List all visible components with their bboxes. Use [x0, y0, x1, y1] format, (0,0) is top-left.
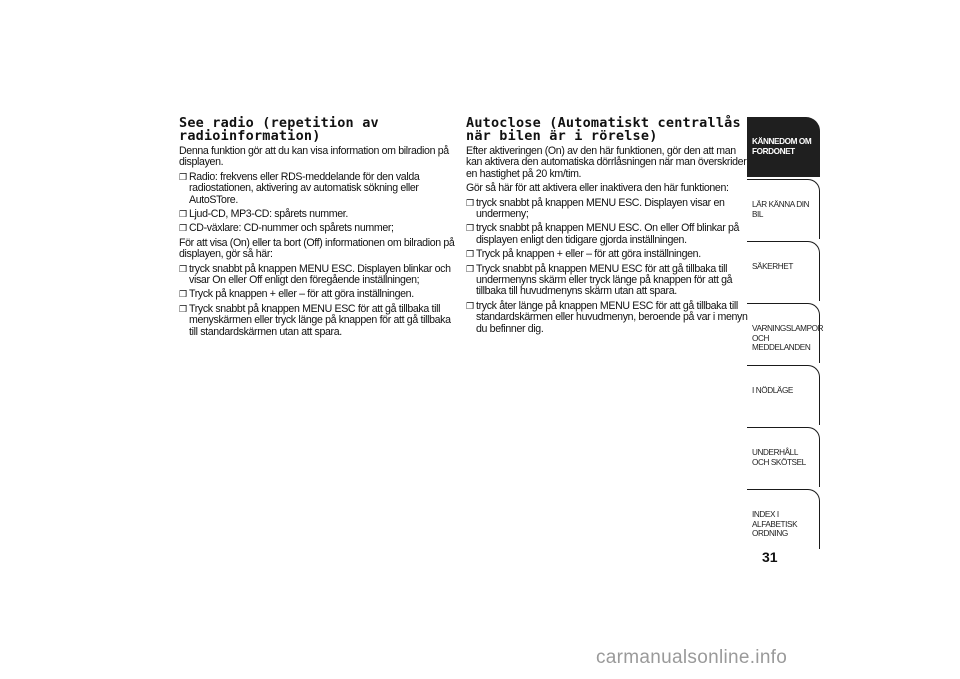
tab-kannedom-om-fordonet[interactable]: KÄNNEDOM OM FORDONET [747, 117, 820, 177]
checkbox-bullet-icon: ❒ [466, 263, 474, 274]
list-item: ❒ Tryck på knappen + eller – för att göra inställningen. [179, 288, 414, 301]
list-item: ❒ CD-växlare: CD-nummer och spårets nummer; [179, 222, 394, 235]
tab-underhall-och-skotsel[interactable]: UNDERHÅLL OCH SKÖTSEL [747, 427, 820, 487]
checkbox-bullet-icon: ❒ [466, 197, 474, 208]
tab-varningslampor[interactable]: VARNINGSLAMPOR OCH MEDDELANDEN [747, 303, 820, 363]
checkbox-bullet-icon: ❒ [179, 171, 187, 182]
checkbox-bullet-icon: ❒ [466, 300, 474, 311]
list-item: ❒ tryck snabbt på knappen MENU ESC. Displayen visar en undermeny; [466, 196, 725, 221]
paragraph: Gör så här för att aktivera eller inaktivera den här funktionen: [466, 182, 729, 195]
checkbox-bullet-icon: ❒ [466, 223, 474, 234]
list-item: ❒ tryck åter länge på knappen MENU ESC för att gå tillbaka till standardskärmen eller huvudmenyn, beroende på var i menyn du befinner dig. [466, 299, 748, 335]
checkbox-bullet-icon: ❒ [179, 289, 187, 300]
list-item: ❒ Ljud-CD, MP3-CD: spårets nummer. [179, 208, 348, 221]
bullet-list [466, 198, 748, 335]
list-item: ❒ tryck snabbt på knappen MENU ESC. Displayen blinkar och visar On eller Off enligt den föregående inställningen; [179, 262, 451, 287]
checkbox-bullet-icon: ❒ [179, 303, 187, 314]
list-item: ❒ Tryck snabbt på knappen MENU ESC för att gå tillbaka till undermenyns skärm eller tryck länge på knappen för att gå tillbaka till huvudmenyns skärm utan att spara. [466, 262, 733, 298]
checkbox-bullet-icon: ❒ [466, 249, 474, 260]
checkbox-bullet-icon: ❒ [179, 263, 187, 274]
list-item: ❒ tryck snabbt på knappen MENU ESC. On eller Off blinkar på displayen enligt den tidigare gjorda inställningen. [466, 222, 740, 246]
list-item: ❒ Tryck snabbt på knappen MENU ESC för att gå tillbaka till menyskärmen eller tryck länge på knappen för att gå tillbaka till standardskärmen utan att spara. [179, 302, 451, 338]
tab-lar-kanna-din-bil[interactable]: LÄR KÄNNA DIN BIL [747, 179, 820, 239]
right-column [466, 117, 748, 338]
paragraph: För att visa (On) eller ta bort (Off) informationen om bilradion på displayen, gör så här: [179, 236, 455, 261]
tab-i-nodlage[interactable]: I NÖDLÄGE [747, 365, 820, 425]
chapter-tabs [747, 117, 824, 551]
watermark: carmanualsonline.info [596, 647, 788, 668]
list-item: ❒ Tryck på knappen + eller – för att göra inställningen. [466, 248, 701, 261]
page-number: 31 [762, 549, 778, 565]
left-column [179, 117, 461, 341]
bullet-list [179, 172, 461, 235]
paragraph: Efter aktiveringen (On) av den här funktionen, gör den att man kan aktivera den automatiska dörrlåsningen när man överskrider en hastighet på 20 km/tim. [466, 145, 747, 180]
section-heading-see-radio: See radio (repetition av radioinformation) [179, 115, 379, 144]
checkbox-bullet-icon: ❒ [179, 209, 187, 220]
tab-sakerhet[interactable]: SÄKERHET [747, 241, 820, 301]
list-item: ❒ Radio: frekvens eller RDS-meddelande för den valda radiostationen, aktivering av automatisk sökning eller AutoSTore. [179, 170, 420, 206]
tab-index[interactable]: INDEX I ALFABETISK ORDNING [747, 489, 820, 549]
paragraph: Denna funktion gör att du kan visa information om bilradion på displayen. [179, 145, 449, 169]
bullet-list [179, 264, 461, 338]
section-heading-autoclose: Autoclose (Automatiskt centrallås när bilen är i rörelse) [466, 115, 741, 144]
checkbox-bullet-icon: ❒ [179, 223, 187, 234]
